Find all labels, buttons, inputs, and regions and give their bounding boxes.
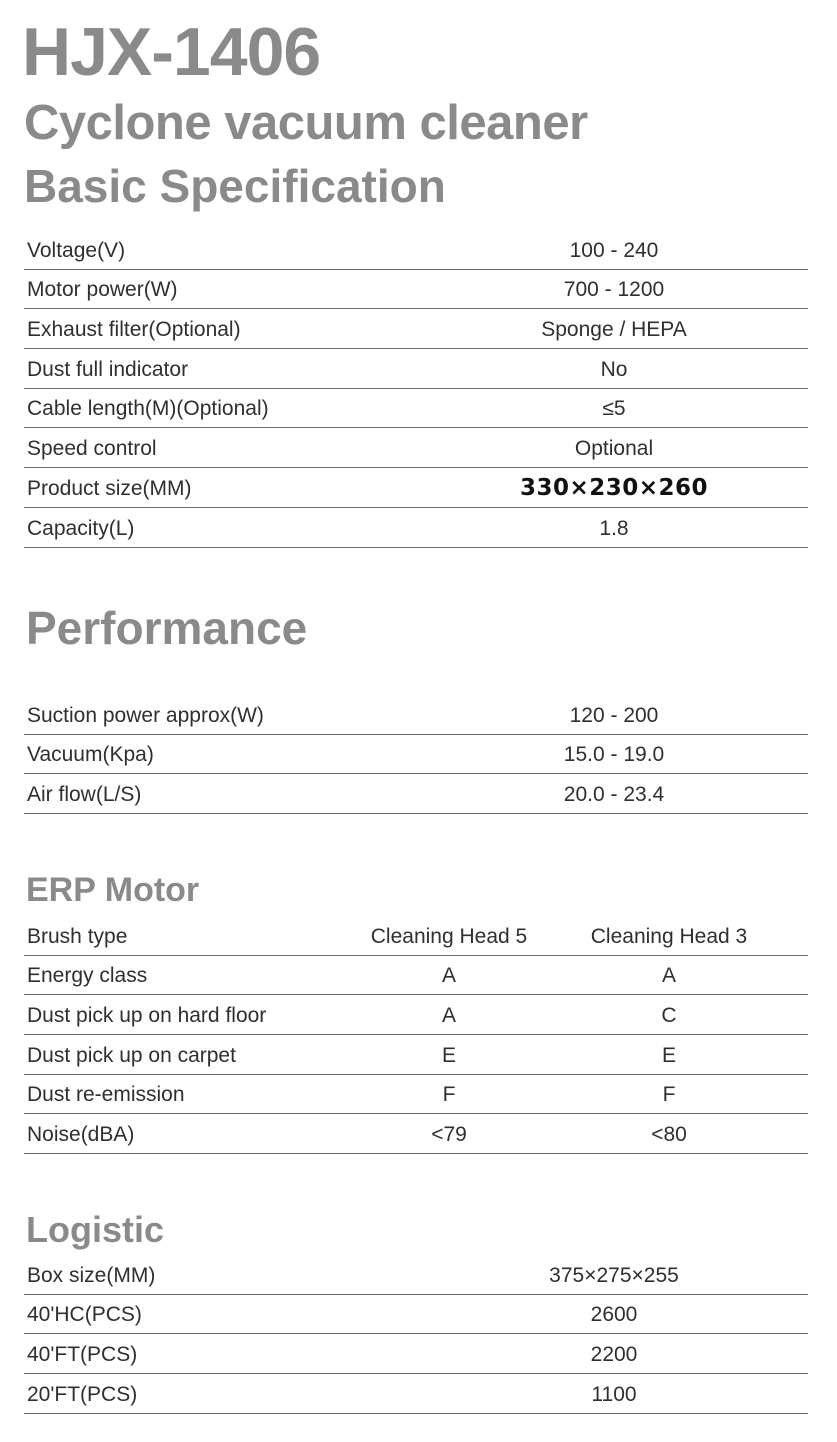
basic-spec-heading: Basic Specification xyxy=(24,160,446,212)
spec-label: Air flow(L/S) xyxy=(27,783,142,807)
spec-value: 1.8 xyxy=(599,516,629,540)
spec-row xyxy=(24,1374,808,1414)
spec-label: Product size(MM) xyxy=(27,476,192,500)
spec-row xyxy=(24,1114,808,1154)
erp-motor-table xyxy=(24,916,808,1154)
spec-label: Dust pick up on hard floor xyxy=(27,1004,267,1028)
performance-heading: Performance xyxy=(26,602,308,654)
spec-row xyxy=(24,774,808,814)
spec-label: Dust full indicator xyxy=(27,357,189,381)
spec-row xyxy=(24,230,808,270)
spec-value: 15.0 - 19.0 xyxy=(563,743,665,767)
spec-row xyxy=(24,270,808,310)
spec-value: No xyxy=(600,357,628,381)
spec-row xyxy=(24,1035,808,1075)
logistic-table xyxy=(24,1255,808,1414)
performance-table xyxy=(24,695,808,814)
spec-row xyxy=(24,695,808,735)
erp-header-row xyxy=(24,916,808,956)
spec-label: Dust pick up on carpet xyxy=(27,1043,236,1067)
spec-value: 20.0 - 23.4 xyxy=(563,783,665,807)
erp-motor-heading: ERP Motor xyxy=(26,871,200,909)
spec-row xyxy=(24,309,808,349)
column-header: Cleaning Head 3 xyxy=(590,924,748,948)
spec-row xyxy=(24,1255,808,1295)
spec-label: Dust re-emission xyxy=(27,1083,185,1107)
column-header: Brush type xyxy=(27,924,128,948)
spec-value: F xyxy=(442,1083,456,1107)
spec-label: 20'FT(PCS) xyxy=(27,1382,138,1406)
spec-value: E xyxy=(441,1043,456,1067)
spec-value: 700 - 1200 xyxy=(563,278,665,302)
spec-row xyxy=(24,1334,808,1374)
spec-row xyxy=(24,389,808,429)
spec-label: Box size(MM) xyxy=(27,1263,156,1287)
spec-value: 1100 xyxy=(591,1382,637,1406)
spec-value: 120 - 200 xyxy=(569,703,659,727)
spec-label: Cable length(M)(Optional) xyxy=(27,397,269,421)
spec-value: A xyxy=(441,964,456,988)
spec-label: Vacuum(Kpa) xyxy=(27,743,154,767)
spec-row xyxy=(24,1295,808,1335)
spec-value: E xyxy=(661,1043,676,1067)
spec-value: <79 xyxy=(431,1123,467,1147)
spec-label: Motor power(W) xyxy=(27,278,178,302)
spec-value: F xyxy=(662,1083,676,1107)
spec-value: ≤5 xyxy=(602,397,626,421)
spec-label: 40'FT(PCS) xyxy=(27,1343,138,1367)
basic-spec-table xyxy=(24,230,808,548)
spec-row xyxy=(24,349,808,389)
spec-value: 2600 xyxy=(590,1303,638,1327)
spec-value: Sponge / HEPA xyxy=(541,318,687,342)
logistic-heading: Logistic xyxy=(26,1209,165,1250)
spec-label: Suction power approx(W) xyxy=(27,703,264,727)
spec-value: C xyxy=(661,1004,677,1028)
spec-value: 330×230×260 xyxy=(519,474,709,501)
product-name: Cyclone vacuum cleaner xyxy=(24,96,588,150)
spec-label: Capacity(L) xyxy=(27,516,135,540)
spec-value: 375×275×255 xyxy=(549,1263,679,1287)
spec-label: Energy class xyxy=(27,964,148,988)
spec-row xyxy=(24,956,808,996)
spec-row xyxy=(24,995,808,1035)
spec-value: <80 xyxy=(651,1123,687,1147)
spec-row xyxy=(24,468,808,508)
spec-value: 2200 xyxy=(590,1343,638,1367)
column-header: Cleaning Head 5 xyxy=(370,924,528,948)
spec-label: Voltage(V) xyxy=(27,238,126,262)
spec-label: Speed control xyxy=(27,437,157,461)
spec-label: Noise(dBA) xyxy=(27,1123,135,1147)
spec-row xyxy=(24,735,808,775)
spec-row xyxy=(24,1075,808,1115)
spec-row xyxy=(24,428,808,468)
spec-value: A xyxy=(661,964,676,988)
model-number: HJX-1406 xyxy=(22,14,321,90)
spec-value: Optional xyxy=(574,437,654,461)
spec-label: 40'HC(PCS) xyxy=(27,1303,142,1327)
spec-label: Exhaust filter(Optional) xyxy=(27,318,241,342)
spec-value: A xyxy=(441,1004,456,1028)
spec-row xyxy=(24,508,808,548)
spec-value: 100 - 240 xyxy=(569,238,659,262)
